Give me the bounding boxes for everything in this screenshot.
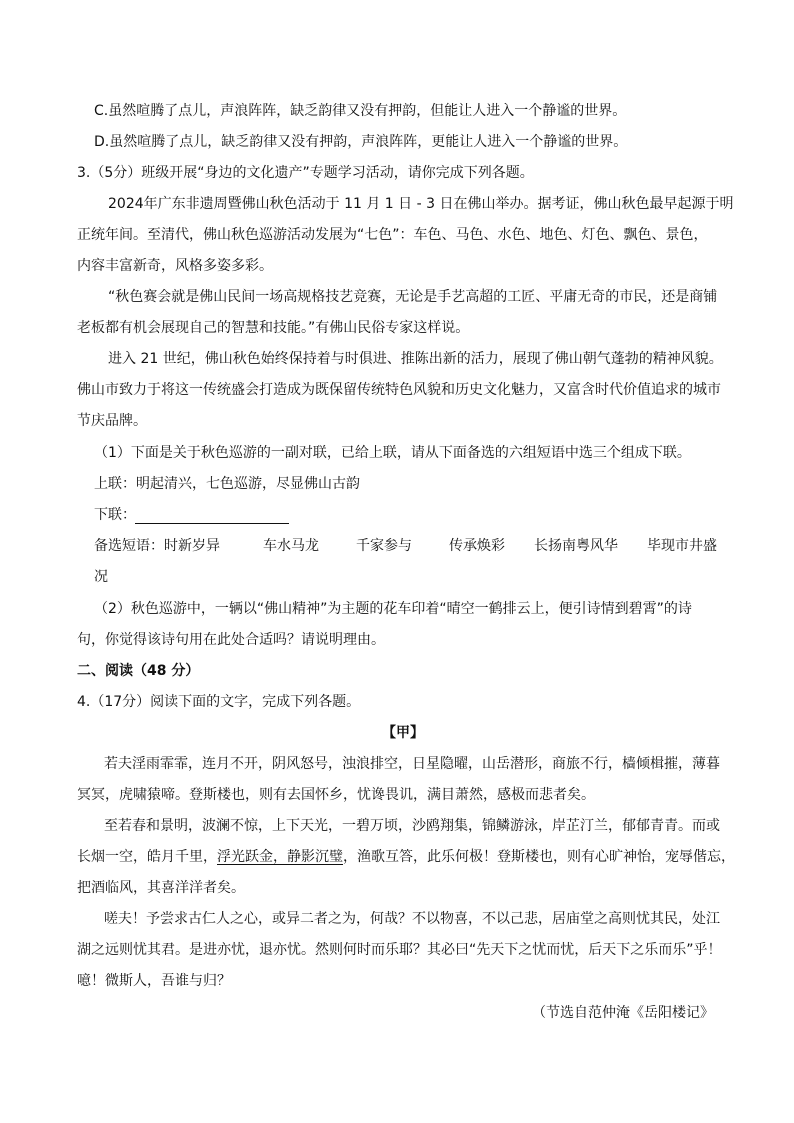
- choice-d: D.虽然喧腾了点儿，缺乏韵律又没有押韵，声浪阵阵，更能让人进入一个静谧的世界。: [94, 134, 628, 150]
- q3-p3-line3: 节庆品牌。: [77, 413, 147, 429]
- passage-para2-line3: 把酒临风，其喜洋洋者矣。: [77, 880, 245, 896]
- option-5: 毕现市井盛: [647, 538, 717, 554]
- q3-p1-line3: 内容丰富新奇，风格多姿多彩。: [77, 258, 273, 274]
- passage-para3-line3: 噫！微斯人，吾谁与归？: [77, 973, 231, 989]
- couplet-lower-label: 下联：: [94, 507, 136, 523]
- passage-para2-line2-post: ，渔歌互答，此乐何极！登斯楼也，则有心旷神怡，宠辱偕忘，: [343, 849, 735, 865]
- q3-heading: 3.（5分）班级开展“身边的文化遗产”专题学习活动，请你完成下列各题。: [77, 165, 534, 181]
- passage-para3-line1: 嗟夫！予尝求古仁人之心，或异二者之为，何哉？不以物喜，不以己悲，居庙堂之高则忧其民，处江: [104, 911, 720, 927]
- passage-source: （节选自范仲淹《岳阳楼记》: [532, 1005, 714, 1021]
- q3-sub1: （1）下面是关于秋色巡游的一副对联，已给上联，请从下面备选的六组短语中选三个组成下联。: [94, 445, 691, 461]
- q3-p1-line1: 2024年广东非遗周暨佛山秋色活动于 11 月 1 日 - 3 日在佛山举办。据考证，佛山秋色最早起源于明: [108, 196, 734, 212]
- q3-p3-line2: 佛山市致力于将这一传统盛会打造成为既保留传统特色风貌和历史文化魅力，又富含时代价值追求的城市: [77, 382, 721, 398]
- passage-para3-line2: 湖之远则忧其君。是进亦忧，退亦忧。然则何时而乐耶？其必曰“先天下之忧而忧，后天下之乐而乐”乎！: [77, 942, 722, 958]
- q3-p2-line2: 老板都有机会展现自己的智慧和技能。”有佛山民俗专家这样说。: [77, 320, 470, 336]
- options-label: 备选短语：时新岁异: [94, 538, 220, 554]
- passage-para2-line1: 至若春和景明，波澜不惊，上下天光，一碧万顷，沙鸥翔集，锦鳞游泳，岸芷汀兰，郁郁青青。而或: [104, 818, 720, 834]
- q3-p3-line1: 进入 21 世纪，佛山秋色始终保持着与时俱进、推陈出新的活力，展现了佛山朝气蓬勃的精神风貌。: [108, 351, 723, 367]
- passage-para2-line2: [77, 847, 735, 867]
- choice-c: C.虽然喧腾了点儿，声浪阵阵，缺乏韵律又没有押韵，但能让人进入一个静谧的世界。: [94, 103, 627, 119]
- option-5-wrap: 况: [94, 569, 108, 585]
- couplet-lower-blank[interactable]: [135, 522, 289, 524]
- option-1: 车水马龙: [263, 538, 319, 554]
- passage-para2-line2-pre: 长烟一空，皓月千里，: [77, 849, 217, 865]
- option-4: 长扬南粤风华: [534, 538, 618, 554]
- q3-p2-line1: “秋色赛会就是佛山民间一场高规格技艺竞赛，无论是手艺高超的工匠、平庸无奇的市民，还是商铺: [108, 289, 718, 305]
- q3-sub2-line1: （2）秋色巡游中，一辆以“佛山精神”为主题的花车印着“晴空一鹤排云上，便引诗情到碧霄”的诗: [94, 601, 692, 617]
- passage-para1-line1: 若夫淫雨霏霏，连月不开，阴风怒号，浊浪排空，日星隐曜，山岳潜形，商旅不行，樯倾楫摧，薄暮: [104, 756, 720, 772]
- passage-para1-line2: 冥冥，虎啸猿啼。登斯楼也，则有去国怀乡，忧谗畏讥，满目萧然，感极而悲者矣。: [77, 787, 595, 803]
- option-3: 传承焕彩: [449, 538, 505, 554]
- q3-sub2-line2: 句，你觉得该诗句用在此处合适吗？请说明理由。: [77, 632, 385, 648]
- section2-heading: 二、阅读（48 分）: [77, 663, 200, 679]
- q4-heading: 4.（17分）阅读下面的文字，完成下列各题。: [77, 694, 361, 710]
- option-2: 千家参与: [356, 538, 412, 554]
- underlined-phrase: 浮光跃金，静影沉璧: [217, 849, 343, 865]
- couplet-upper: 上联：明起清兴，七色巡游，尽显佛山古韵: [94, 476, 360, 492]
- passage-jia-label: 【甲】: [382, 725, 424, 741]
- q3-p1-line2: 正统年间。至清代，佛山秋色巡游活动发展为“七色”：车色、马色、水色、地色、灯色、飘色、景色，: [77, 227, 708, 243]
